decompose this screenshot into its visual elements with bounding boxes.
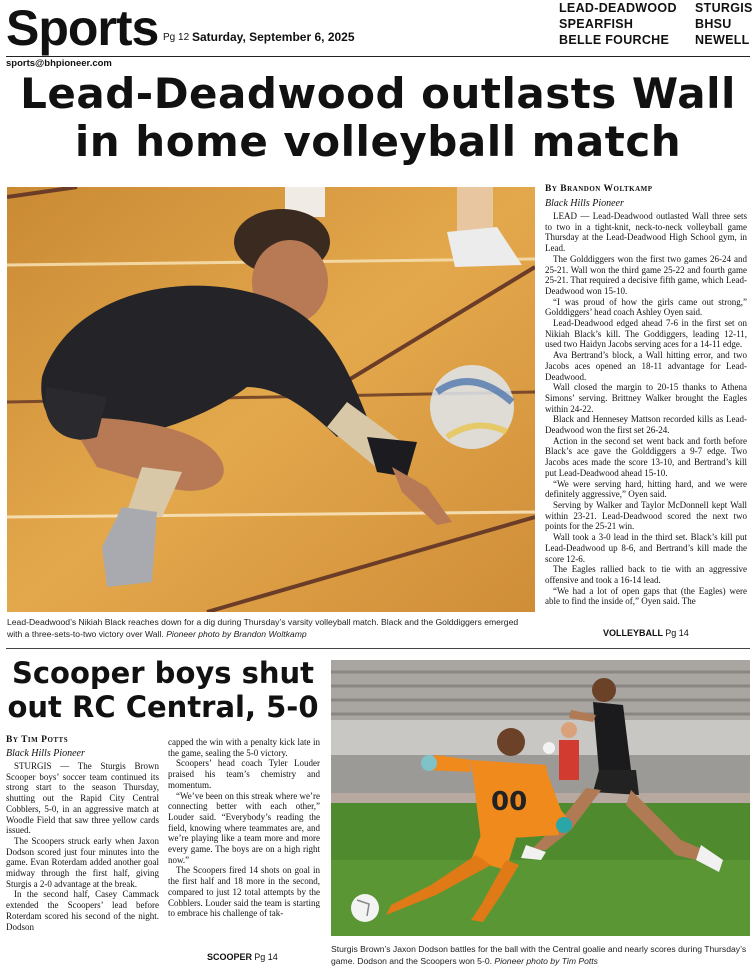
contact-email[interactable]: sports@bhpioneer.com — [6, 58, 112, 69]
volleyball-photo — [7, 187, 535, 612]
article-paragraph: The Scoopers fired 14 shots on goal in the first half and 18 more in the second, compared to just 12 total attempts by the Cobblers. Louder said the team is starting to embrace his challenge of tak- — [168, 865, 320, 919]
soccer-photo — [331, 660, 750, 936]
photo-credit: Pioneer photo by Tim Potts — [494, 956, 598, 966]
town-label: STURGIS — [695, 1, 753, 15]
jump-label: SCOOPER — [207, 952, 253, 962]
article-paragraph: Ava Bertrand’s block, a Wall hitting error, and two Jacobs aces opened an 18-11 advantage for Lead-Deadwood. — [545, 350, 747, 382]
jump-line[interactable] — [603, 628, 689, 638]
article-paragraph: The Eagles rallied back to tie with an aggressive offensive and took a 16-14 lead. — [545, 564, 747, 585]
article-paragraph: STURGIS — The Sturgis Brown Scooper boys’ soccer team continued its strong start to the season Thursday, shutting out the Rapid City Central Cobblers, 5-0, in an aggressive match at Woodle Field that saw three yellow cards issued. — [6, 761, 159, 836]
jump-line[interactable] — [207, 952, 278, 962]
headline-line: in home volleyball match — [74, 117, 682, 166]
jump-label: VOLLEYBALL — [603, 628, 663, 638]
soccer-photo-illustration — [331, 660, 750, 936]
caption-text: Sturgis Brown’s Jaxon Dodson battles for the ball with the Central goalie and nearly scores during Thursday’s game. Dodson and the Scoopers won 5-0. — [331, 944, 747, 966]
article-paragraph: The Scoopers struck early when Jaxon Dodson scored just four minutes into the game. Evan Roterdam added another goal midway through the first half, giving Sturgis a 2-0 advantage at the break. — [6, 835, 159, 889]
article-paragraph: In the second half, Casey Cammack extended the Scoopers’ lead before Roterdam scored his second of the night. Dodson — [6, 889, 159, 932]
article-paragraph: “I was proud of how the girls came out strong,” Golddiggers’ head coach Ashley Oyen said. — [545, 296, 747, 318]
article-paragraph: capped the win with a penalty kick late in the game, sealing the 5-0 victory. — [168, 737, 320, 758]
town-list-left — [559, 0, 677, 48]
byline-organization: Black Hills Pioneer — [6, 748, 85, 759]
issue-date: Saturday, September 6, 2025 — [192, 30, 355, 44]
section-divider — [6, 648, 750, 649]
jump-page: Pg 14 — [665, 628, 689, 638]
volleyball-photo-illustration — [7, 187, 535, 612]
article-paragraph: “We had a lot of open gaps that (the Eagles) were able to find the inside of,” Oyen said. The — [545, 585, 747, 607]
goalie-jersey-number: 00 — [491, 787, 528, 817]
headline-line: Lead-Deadwood outlasts Wall — [20, 69, 736, 118]
town-label: BHSU — [695, 17, 732, 31]
town-label: BELLE FOURCHE — [559, 33, 670, 47]
article-paragraph: The Golddiggers won the first two games 26-24 and 25-21. Wall won the third game 25-22 and fourth game 25-21. That required a decisive fifth game, which Lead-Deadwood won 15-10. — [545, 253, 747, 296]
article-paragraph: Black and Hennesey Mattson recorded kills as Lead-Deadwood won the first set 26-24. — [545, 414, 747, 436]
jump-page: Pg 14 — [254, 952, 278, 962]
town-label: NEWELL — [695, 33, 750, 47]
byline: By Tim Potts — [6, 735, 69, 745]
town-label: SPEARFISH — [559, 17, 634, 31]
article-paragraph: Wall took a 3-0 lead in the third set. Black’s kill put Lead-Deadwood up 8-6, and Bertrand’s kill made the score 12-6. — [545, 532, 747, 564]
article-paragraph: Scoopers’ head coach Tyler Louder praised his team’s chemistry and momentum. — [168, 758, 320, 790]
section-title: Sports — [6, 0, 159, 56]
town-list-right — [695, 0, 753, 48]
byline-organization: Black Hills Pioneer — [545, 198, 624, 209]
photo-caption — [7, 616, 535, 640]
masthead-rule — [6, 56, 750, 57]
photo-caption — [331, 943, 750, 967]
photo-credit: Pioneer photo by Brandon Woltkamp — [166, 629, 307, 639]
article-paragraph: Action in the second set went back and forth before Black’s ace gave the Golddiggers a 9-7 edge. Two Jacobs aces made the score 13-10, and Bertrand’s kill put Lead-Deadwood ahead 15-10. — [545, 435, 747, 478]
article-body-column — [168, 737, 320, 949]
article-paragraph: Serving by Walker and Taylor McDonnell kept Wall within 23-21. Lead-Deadwood scored the next two points for the 25-21 win. — [545, 499, 747, 532]
article-paragraph: Wall closed the margin to 20-15 thanks to Athena Simons’ serving. Brittney Walker brought the Eagles within 24-22. — [545, 382, 747, 414]
article-body-column — [6, 761, 159, 967]
article-paragraph: LEAD — Lead-Deadwood outlasted Wall three sets to two in a tight-knit, neck-to-neck volleyball game Thursday at the Lead-Deadwood High School gym, in Lead. — [545, 211, 747, 254]
main-headline — [0, 70, 756, 166]
article-paragraph: “We’ve been on this streak where we’re connecting better with each other,” Louder said. “Everybody’s reading the field, knowing where teammates are, and we’re playing like a team more and more every game. The boys are on a high right now.” — [168, 790, 320, 865]
town-label: LEAD-DEADWOOD — [559, 1, 677, 15]
page-number: Pg 12 — [163, 32, 190, 43]
article-body — [545, 211, 747, 624]
secondary-headline — [6, 656, 320, 724]
headline-line: out RC Central, 5-0 — [7, 690, 319, 724]
caption-text: Lead-Deadwood’s Nikiah Black reaches down for a dig during Thursday’s varsity volleyball match. Black and the Golddiggers emerged with a three-sets-to-two victory over Wall. — [7, 617, 519, 639]
byline: By Brandon Woltkamp — [545, 184, 653, 194]
headline-line: Scooper boys shut — [11, 656, 315, 690]
article-paragraph: “We were serving hard, hitting hard, and we were definitely aggressive,” Oyen said. — [545, 478, 747, 500]
article-paragraph: Lead-Deadwood edged ahead 7-6 in the first set on Nikiah Black’s kill. The Goddiggers, leading 12-11, used two Haidyn Jacobs serving aces for a 14-11 edge. — [545, 318, 747, 350]
